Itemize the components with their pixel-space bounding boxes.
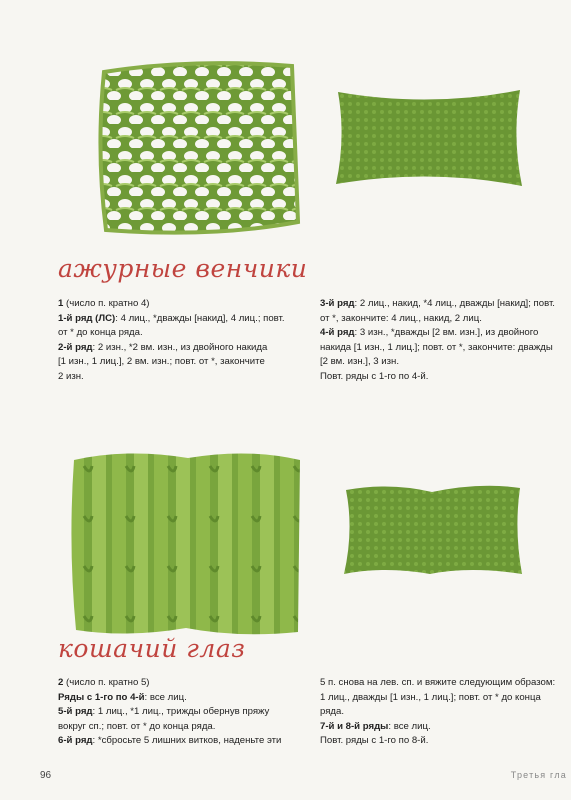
instruction-line: [1 изн., 1 лиц.], 2 вм. изн.; повт. от *, закончите	[58, 356, 265, 368]
instruction-line: 2 изн.	[58, 370, 84, 382]
instruction-line: 3-й ряд: 2 лиц., накид, *4 лиц., дважды [накид]; повт.	[320, 298, 555, 309]
instruction-line: 4-й ряд: 3 изн., *дважды [2 вм. изн.], из двойного	[320, 327, 539, 339]
instruction-line: от *, закончите: 4 лиц., накид, 2 лиц.	[320, 312, 482, 324]
pattern-1-right-column	[320, 297, 570, 385]
lace-swatch-rolled-image	[330, 84, 528, 192]
instruction-line: 7-й и 8-й ряды: все лиц.	[320, 720, 431, 732]
pattern-2-left-column	[58, 676, 316, 749]
pattern-1-title: ажурные венчики	[58, 254, 308, 283]
instruction-line: [2 вм. изн.], 3 изн.	[320, 356, 400, 368]
pattern-2-title: кошачий глаз	[58, 634, 246, 663]
page-number: 96	[40, 770, 52, 781]
cats-eye-swatch-image	[68, 446, 304, 640]
instruction-line: ряда.	[320, 706, 345, 718]
instruction-line: 5 п. снова на лев. сп. и вяжите следующим образом:	[320, 677, 556, 688]
instruction-line: Повт. ряды с 1-го по 8-й.	[320, 735, 429, 747]
instruction-line: 5-й ряд: 1 лиц., *1 лиц., трижды обернув пряжу	[58, 706, 270, 718]
pattern-2-right-column	[320, 676, 570, 749]
instruction-line: 6-й ряд: *сбросьте 5 лишних витков, наденьте эти	[58, 735, 282, 747]
instruction-line: 1-й ряд (ЛС): 4 лиц., *дважды [накид], 4 лиц.; повт.	[58, 312, 285, 324]
cats-eye-swatch-rolled-image	[340, 480, 526, 580]
chapter-label: Третья гла	[510, 770, 567, 780]
instruction-line: Повт. ряды с 1-го по 4-й.	[320, 370, 429, 382]
pattern-1-left-column	[58, 297, 316, 385]
instruction-line: 1 лиц., дважды [1 изн., 1 лиц.]; повт. от * до конца	[320, 691, 541, 703]
lace-swatch-image	[92, 52, 304, 240]
instruction-line: 2 (число п. кратно 5)	[58, 677, 150, 688]
instruction-line: накида [1 изн., 1 лиц.]; повт. от *, закончите: дважды	[320, 341, 553, 353]
instruction-line: вокруг сп.; повт. от * до конца ряда.	[58, 720, 216, 732]
instruction-line: 2-й ряд: 2 изн., *2 вм. изн., из двойного накида	[58, 341, 268, 353]
instruction-line: Ряды с 1-го по 4-й: все лиц.	[58, 691, 187, 703]
instruction-line: 1 (число п. кратно 4)	[58, 298, 150, 309]
instruction-line: от * до конца ряда.	[58, 327, 143, 339]
